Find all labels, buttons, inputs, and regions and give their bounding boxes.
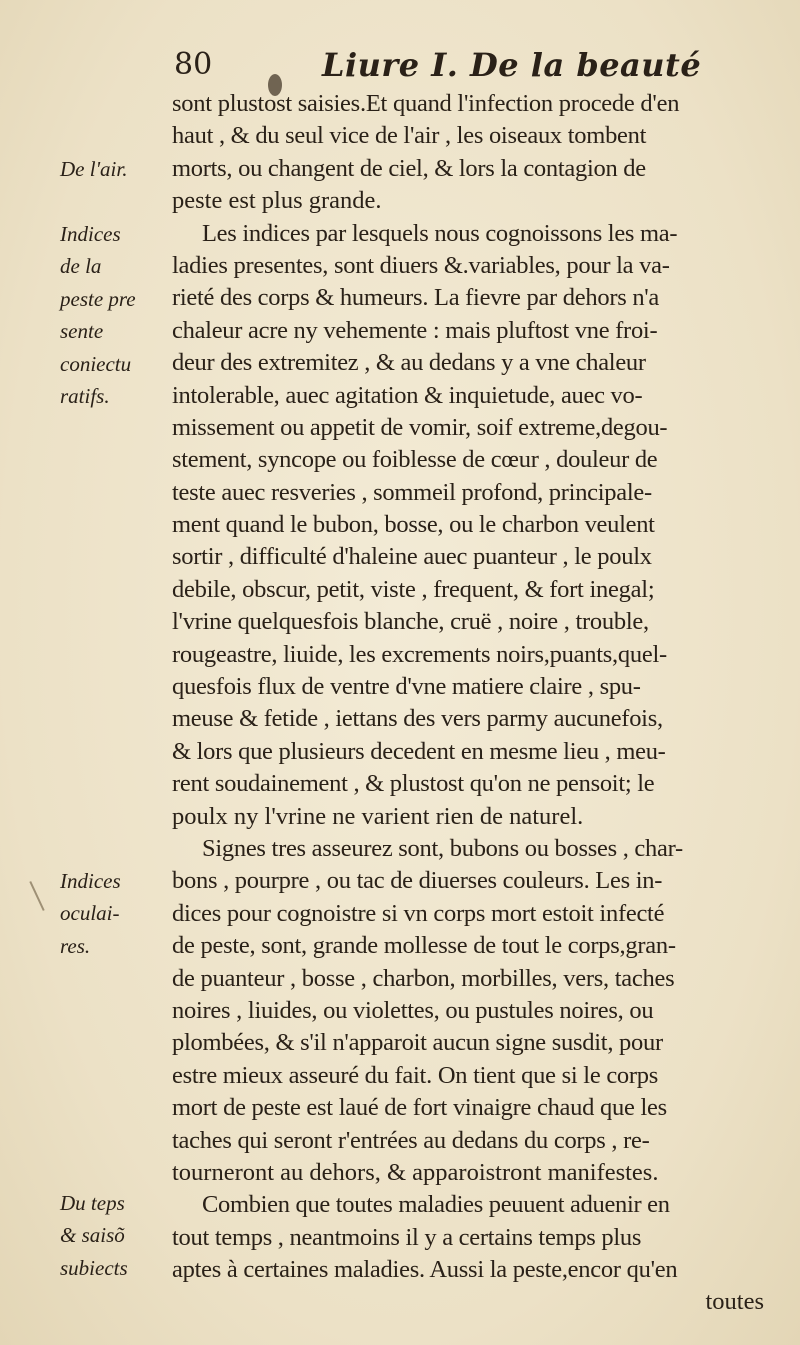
text-line: estre mieux asseuré du fait. On tient que si le corps	[172, 1061, 659, 1089]
text-line: toutes	[705, 1288, 764, 1316]
text-line: meuse & fetide , iettans des vers parmy aucunefois,	[172, 705, 663, 733]
margin-note-line: res.	[60, 933, 91, 958]
text-line: sortir , difficulté d'haleine auec puanteur , le poulx	[172, 543, 652, 571]
text-line: ladies presentes, sont diuers &.variables, pour la va-	[172, 251, 670, 279]
text-line: Signes tres asseurez sont, bubons ou bosses , char-	[202, 834, 683, 862]
text-line: noires , liuides, ou violettes, ou pustules noires, ou	[172, 996, 654, 1024]
text-line: Combien que toutes maladies peuuent aduenir en	[202, 1191, 670, 1219]
text-line: intolerable, auec agitation & inquietude, auec vo-	[172, 381, 643, 409]
margin-note-line: Indices	[60, 869, 121, 893]
text-line: & lors que plusieurs decedent en mesme lieu , meu-	[172, 737, 666, 765]
text-line: rougeastre, liuide, les excrements noirs,puants,quel-	[172, 640, 667, 668]
margin-note-line: ratifs.	[60, 383, 110, 408]
text-line: missement ou appetit de vomir, soif extreme,degou-	[172, 413, 668, 441]
margin-note-line: coniectu	[60, 351, 132, 376]
text-line: morts, ou changent de ciel, & lors la contagion de	[172, 154, 646, 182]
text-line: poulx ny l'vrine ne varient rien de naturel.	[172, 802, 584, 830]
text-line: taches qui seront r'entrées au dedans du corps , re-	[172, 1126, 650, 1154]
text-line: dices pour cognoistre si vn corps mort estoit infecté	[172, 899, 665, 927]
margin-note-temps	[60, 1187, 172, 1284]
running-title: Liure I. De la beauté	[322, 46, 702, 84]
margin-note-line: de la	[60, 254, 102, 279]
text-line: rent soudainement , & plustost qu'on ne pensoit; le	[172, 770, 655, 798]
text-line: teste auec resveries , sommeil profond, principale-	[172, 478, 652, 506]
text-line: tourneront au dehors, & apparoistront manifestes.	[172, 1158, 659, 1186]
text-line: quesfois flux de ventre d'vne matiere claire , spu-	[172, 673, 641, 701]
text-line: haut , & du seul vice de l'air , les oiseaux tombent	[172, 122, 647, 150]
margin-note-line: oculai-	[60, 901, 120, 926]
text-line: peste est plus grande.	[172, 187, 382, 215]
margin-note-line: De l'air.	[60, 157, 128, 181]
text-line: rieté des corps & humeurs. La fievre par dehors n'a	[172, 284, 660, 312]
text-line: deur des extremitez , & au dedans y a vne chaleur	[172, 349, 646, 377]
text-line: ment quand le bubon, bosse, ou le charbon veulent	[172, 511, 655, 539]
text-line: aptes à certaines maladies. Aussi la peste,encor qu'en	[172, 1256, 678, 1284]
text-line: bons , pourpre , ou tac de diuerses couleurs. Les in-	[172, 867, 663, 895]
margin-note-air	[60, 153, 172, 185]
body-text	[172, 88, 782, 1319]
margin-note-line: subiects	[60, 1255, 128, 1280]
margin-note-line: & saisõ	[60, 1223, 125, 1248]
margin-note-line: Du teps	[60, 1191, 125, 1215]
text-line: Les indices par lesquels nous cognoissons les ma-	[202, 219, 678, 247]
margin-note-line: Indices	[60, 222, 121, 246]
text-line: stement, syncope ou foiblesse de cœur , douleur de	[172, 446, 658, 474]
text-line: debile, obscur, petit, viste , frequent, & fort inegal;	[172, 575, 655, 603]
text-line: plombées, & s'il n'apparoit aucun signe susdit, pour	[172, 1029, 663, 1057]
text-line: l'vrine quelquesfois blanche, cruë , noire , trouble,	[172, 608, 649, 636]
text-line: de peste, sont, grande mollesse de tout le corps,gran-	[172, 932, 676, 960]
text-line: mort de peste est laué de fort vinaigre chaud que les	[172, 1094, 667, 1122]
text-line: chaleur acre ny vehemente : mais pluftost vne froi-	[172, 316, 658, 344]
margin-note-indices-peste	[60, 218, 172, 412]
text-line: sont plustost saisies.Et quand l'infection procede d'en	[172, 90, 680, 117]
margin-note-line: sente	[60, 319, 104, 344]
margin-note-line: peste pre	[60, 286, 136, 311]
page-number: 80	[174, 47, 213, 82]
text-line: de puanteur , bosse , charbon, morbilles, vers, taches	[172, 964, 675, 992]
margin-mark	[29, 881, 44, 911]
page-header	[174, 40, 774, 90]
text-line: tout temps , neantmoins il y a certains temps plus	[172, 1223, 642, 1251]
margin-note-indices-oculaires	[60, 865, 172, 962]
